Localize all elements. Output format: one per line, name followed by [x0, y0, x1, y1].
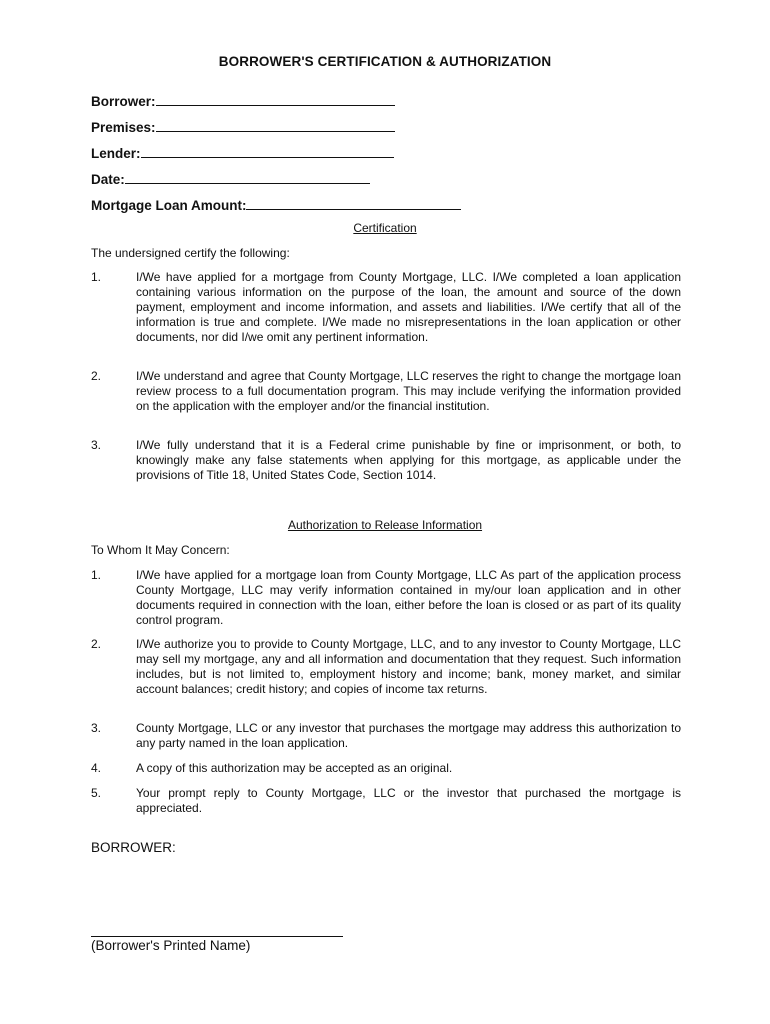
- item-text: I/We authorize you to provide to County Mortgage, LLC, and to any investor to County Mortgage, LLC may sell my mortgage, any and all information and documentation that they request. Such information includes, but is not limited to, employment history and income; bank, money market, and similar account balances; credit history; and copies of income tax returns.: [136, 637, 681, 696]
- certification-intro: The undersigned certify the following:: [91, 246, 290, 260]
- date-field: [91, 170, 370, 187]
- mortgage-loan-amount-label: Mortgage Loan Amount:: [91, 198, 247, 213]
- item-number: 2.: [91, 637, 102, 651]
- item-number: 4.: [91, 761, 102, 775]
- item-text: I/We have applied for a mortgage loan from County Mortgage, LLC As part of the application process County Mortgage, LLC may verify information contained in my/our loan application and in other documents required in connection with the loan, either before the loan is closed or as part of its quality control program.: [136, 568, 681, 627]
- item-text: I/We fully understand that it is a Federal crime punishable by fine or imprisonment, or both, to knowingly make any false statements when applying for this mortgage, as applicable under the provisions of Title 18, United States Code, Section 1014.: [136, 438, 681, 482]
- authorization-heading: Authorization to Release Information: [287, 518, 483, 532]
- item-text: I/We have applied for a mortgage from County Mortgage, LLC. I/We completed a loan application containing various information on the purpose of the loan, the amount and source of the down payment, employment and income information, and assets and liabilities. I/We certify that all of the information is true and complete. I/We made no misrepresentations in the loan application or other documents, nor did I/we omit any pertinent information.: [136, 270, 681, 344]
- premises-field: [91, 118, 395, 135]
- lender-field: [91, 144, 394, 161]
- item-number: 1.: [91, 270, 102, 284]
- item-number: 5.: [91, 786, 102, 800]
- date-blank-line[interactable]: [125, 170, 370, 184]
- date-label: Date:: [91, 172, 125, 187]
- item-text: County Mortgage, LLC or any investor that purchases the mortgage may address this authorization to any party named in the loan application.: [136, 721, 681, 750]
- premises-label: Premises:: [91, 120, 156, 135]
- item-number: 2.: [91, 369, 102, 383]
- document-title: BORROWER'S CERTIFICATION & AUTHORIZATION: [218, 54, 552, 69]
- item-number: 3.: [91, 438, 102, 452]
- borrower-signature-label: BORROWER:: [91, 840, 176, 855]
- item-text: Your prompt reply to County Mortgage, LLC or the investor that purchased the mortgage is appreciated.: [136, 786, 681, 815]
- item-number: 3.: [91, 721, 102, 735]
- item-text: I/We understand and agree that County Mortgage, LLC reserves the right to change the mortgage loan review process to a full documentation program. This may include verifying the information provided on the application with the employer and/or the financial institution.: [136, 369, 681, 413]
- authorization-intro: To Whom It May Concern:: [91, 543, 230, 557]
- lender-label: Lender:: [91, 146, 141, 161]
- item-text: A copy of this authorization may be accepted as an original.: [136, 761, 453, 775]
- printed-name-label: (Borrower's Printed Name): [91, 938, 251, 953]
- certification-heading: Certification: [353, 221, 417, 235]
- premises-blank-line[interactable]: [156, 118, 395, 132]
- signature-line[interactable]: [91, 936, 343, 937]
- borrower-blank-line[interactable]: [156, 92, 395, 106]
- mortgage-loan-amount-blank-line[interactable]: [246, 196, 461, 210]
- borrower-label: Borrower:: [91, 94, 156, 109]
- mortgage-loan-amount-field: [91, 196, 461, 213]
- item-number: 1.: [91, 568, 102, 582]
- borrower-field: [91, 92, 395, 109]
- lender-blank-line[interactable]: [141, 144, 394, 158]
